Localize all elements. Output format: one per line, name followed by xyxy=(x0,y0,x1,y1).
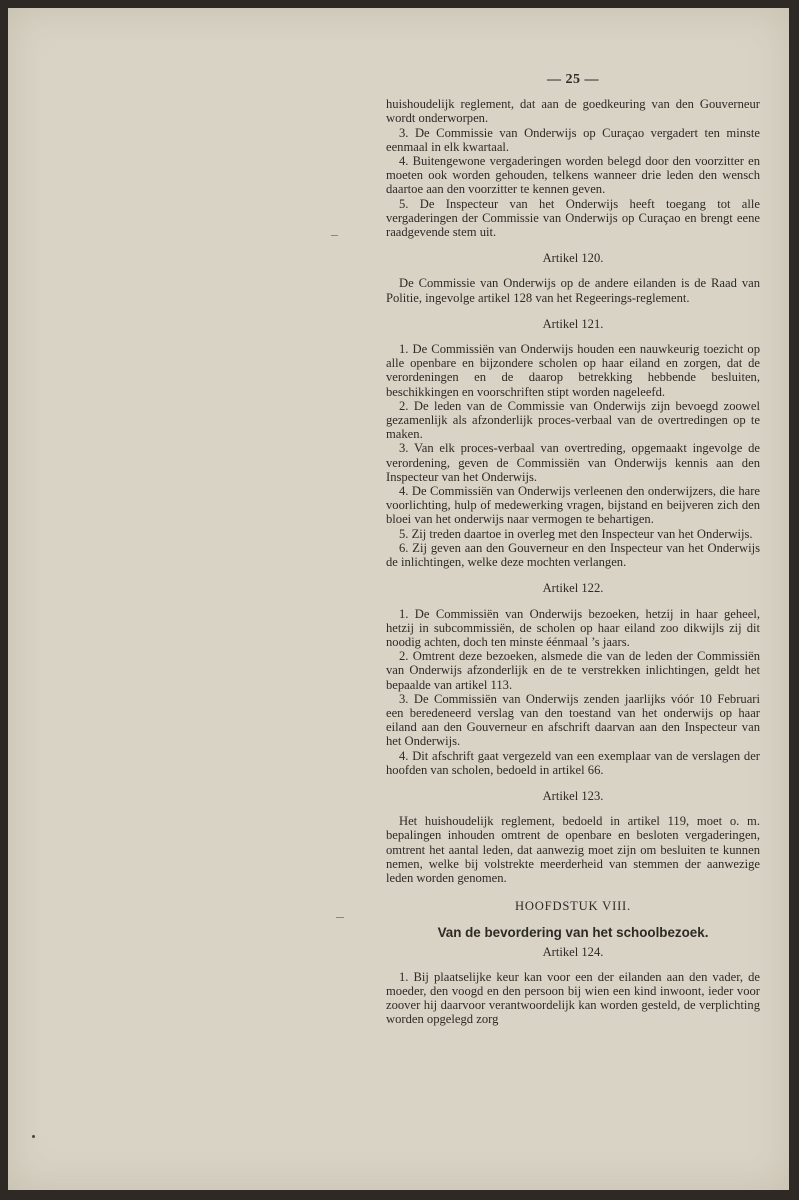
article-heading: Artikel 120. xyxy=(542,251,604,266)
article-heading: Artikel 122. xyxy=(542,581,604,596)
paragraph: huishoudelijk reglement, dat aan de goedkeuring van den Gouverneur wordt onderworpen. xyxy=(386,97,760,126)
text-blocks xyxy=(386,97,760,1026)
paragraph: 6. Zij geven aan den Gouverneur en den Inspecteur van het Onderwijs de inlichtingen, welke deze mochten verlangen. xyxy=(386,540,760,570)
paragraph: 4. De Commissiën van Onderwijs verleenen den onderwijzers, die hare voorlichting, hulp of medewerking vragen, bijstand en beijveren zich den bloei van het onderwijs naar vermogen te behartigen. xyxy=(386,484,760,527)
article-heading: Artikel 123. xyxy=(542,788,604,803)
page-number: — 25 — xyxy=(547,72,599,87)
chapter-heading: HOOFDSTUK VIII. xyxy=(514,899,631,914)
paragraph: 3. De Commissie van Onderwijs op Curaçao vergadert ten minste eenmaal in elk kwartaal. xyxy=(386,125,760,154)
paragraph: 1. Bij plaatselijke keur kan voor een der eilanden aan den vader, de moeder, den voogd en den persoon bij wien een kind inwoont, ieder voor zoover hij daarvoor verantwoordelijk kan worden gesteld, de verplichting worden opgelegd zorg xyxy=(386,969,760,1027)
paragraph: Het huishoudelijk reglement, bedoeld in artikel 119, moet o. m. bepalingen inhouden omtrent de openbare en besloten vergaderingen, omtrent het aantal leden, dat aanwezig moet zijn om besluiten te kunnen nemen, welke bij volstrekte meerderheid van stemmen der aanwezige leden worden genomen. xyxy=(386,814,760,885)
article-heading: Artikel 121. xyxy=(542,316,604,331)
paragraph: 4. Dit afschrift gaat vergezeld van een exemplaar van de verslagen der hoofden van scholen, bedoeld in artikel 66. xyxy=(386,748,760,777)
paragraph: 5. De Inspecteur van het Onderwijs heeft toegang tot alle vergaderingen der Commissie van Onderwijs op Curaçao en brengt eene raadgevende stem uit. xyxy=(386,196,760,240)
paragraph: 1. De Commissiën van Onderwijs houden een nauwkeurig toezicht op alle openbare en bijzondere scholen op haar eiland en zorgen, dat de verordeningen en de daarop betrekking hebbende besluiten, beschikkingen en voorschriften stipt worden nageleefd. xyxy=(386,342,760,399)
margin-mark xyxy=(336,917,344,918)
chapter-title: Van de bevordering van het schoolbezoek. xyxy=(437,925,709,941)
paragraph: 1. De Commissiën van Onderwijs bezoeken, hetzij in haar geheel, hetzij in subcommissiën, de scholen op haar eiland zoo dikwijls zij dit noodig achten, doch ten minste éénmaal ’s jaars. xyxy=(386,606,760,649)
paragraph: 4. Buitengewone vergaderingen worden belegd door den voorzitter en moeten ook worden gehouden, telkens wanneer drie leden den wensch daartoe aan den voorzitter te kennen geven. xyxy=(386,154,760,197)
article-heading: Artikel 124. xyxy=(542,944,604,959)
text-column xyxy=(386,73,760,1027)
paragraph: 3. Van elk proces-verbaal van overtreding, opgemaakt ingevolge de verordening, geven de Commissiën van Onderwijs kennis aan den Inspecteur van het Onderwijs. xyxy=(386,441,760,484)
paragraph: 2. De leden van de Commissie van Onderwijs zijn bevoegd zoowel gezamenlijk als afzonderlijk proces-verbaal van de overtredingen op te maken. xyxy=(386,398,760,442)
paragraph: 5. Zij treden daartoe in overleg met den Inspecteur van het Onderwijs. xyxy=(399,526,753,541)
paragraph: De Commissie van Onderwijs op de andere eilanden is de Raad van Politie, ingevolge artikel 128 van het Regeerings-reglement. xyxy=(386,276,760,305)
paragraph: 2. Omtrent deze bezoeken, alsmede die van de leden der Commissiën van Onderwijs afzonderlijk en de te verstrekken inlichtingen, geldt het bepaalde van artikel 113. xyxy=(386,649,760,692)
paragraph: 3. De Commissiën van Onderwijs zenden jaarlijks vóór 10 Februari een beredeneerd verslag van den toestand van het onderwijs op haar eiland aan den Gouverneur en afschrift daarvan aan den Inspecteur van het Onderwijs. xyxy=(386,691,760,749)
margin-mark xyxy=(331,235,338,236)
specks xyxy=(32,1135,35,1138)
